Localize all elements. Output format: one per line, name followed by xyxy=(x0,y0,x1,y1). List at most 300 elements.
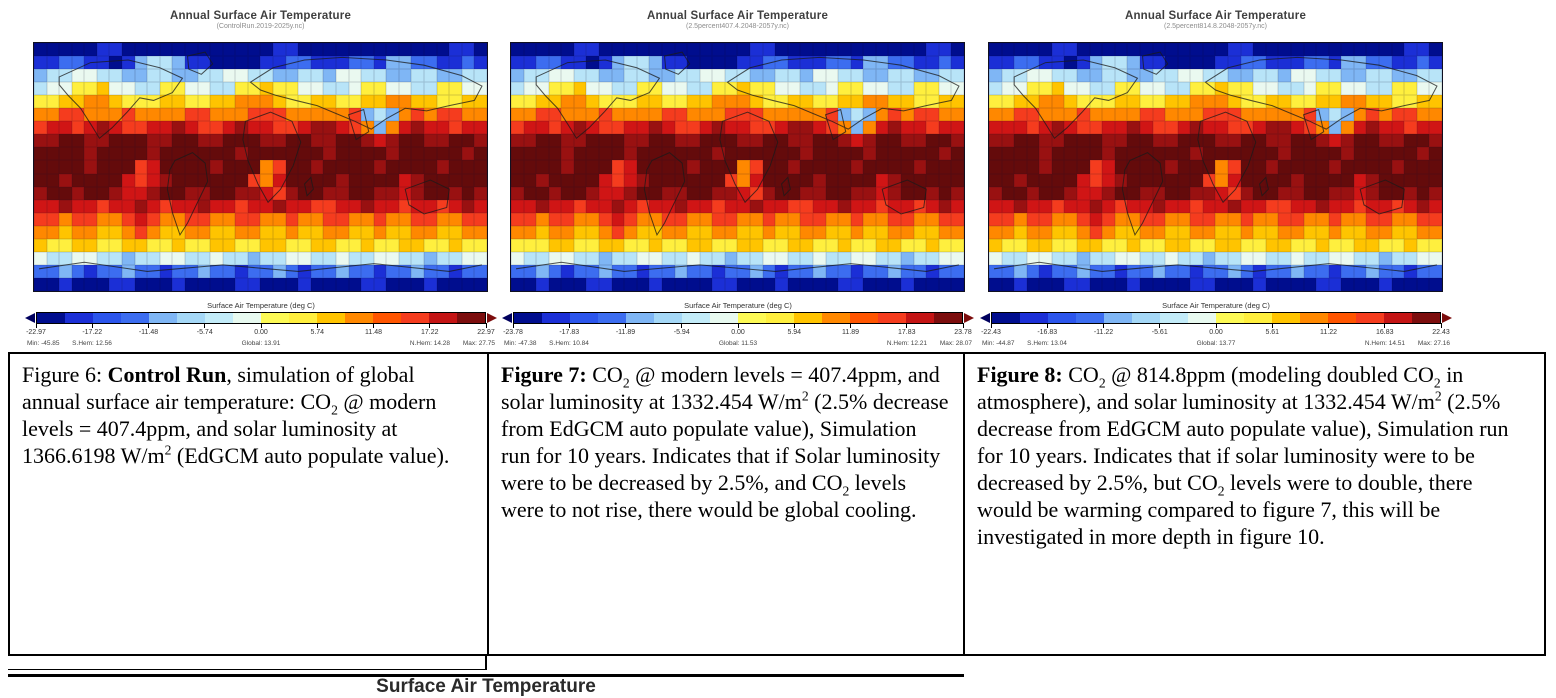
map-cell xyxy=(286,252,299,265)
map-cell xyxy=(424,200,437,213)
divider-line xyxy=(8,669,485,670)
colorbar-stat: Max: 27.75 xyxy=(462,340,495,347)
map-cell xyxy=(198,278,211,291)
map-cell xyxy=(235,226,248,239)
map-cell xyxy=(939,82,952,95)
map-cell xyxy=(1329,82,1342,95)
map-cell xyxy=(311,147,324,160)
map-cell xyxy=(524,160,537,173)
map-cell xyxy=(298,278,311,291)
map-cell xyxy=(185,174,198,187)
map-cell xyxy=(649,69,662,82)
map-cell xyxy=(248,134,261,147)
map-cell xyxy=(298,95,311,108)
map-cell xyxy=(612,160,625,173)
map-cell xyxy=(1127,252,1140,265)
map-cell xyxy=(1064,134,1077,147)
map-cell xyxy=(675,147,688,160)
map-cell xyxy=(800,278,813,291)
map-cell xyxy=(549,43,562,56)
map-cell xyxy=(1014,43,1027,56)
caption-figure-6 xyxy=(10,354,489,654)
map-cell xyxy=(914,134,927,147)
map-cell xyxy=(235,134,248,147)
map-cell xyxy=(1278,278,1291,291)
map-cell xyxy=(1190,265,1203,278)
map-cell xyxy=(399,160,412,173)
map-cell xyxy=(788,121,801,134)
map-cell xyxy=(800,95,813,108)
map-cell xyxy=(411,69,424,82)
map-cell xyxy=(1215,200,1228,213)
map-cell xyxy=(449,69,462,82)
map-cell xyxy=(624,108,637,121)
map-cell xyxy=(147,160,160,173)
map-cell xyxy=(248,213,261,226)
map-cell xyxy=(1429,134,1442,147)
map-cell xyxy=(1266,252,1279,265)
map-cell xyxy=(536,108,549,121)
map-cell xyxy=(1002,108,1015,121)
map-cell xyxy=(135,134,148,147)
map-cell xyxy=(1278,95,1291,108)
map-cell xyxy=(536,82,549,95)
map-cell xyxy=(1404,226,1417,239)
map-cell xyxy=(700,226,713,239)
map-cell xyxy=(72,134,85,147)
map-cell xyxy=(1203,95,1216,108)
map-cell xyxy=(989,278,1002,291)
map-cell xyxy=(813,252,826,265)
colorbar-segment xyxy=(878,313,906,323)
map-cell xyxy=(1379,121,1392,134)
map-cell xyxy=(838,147,851,160)
map-cell xyxy=(561,134,574,147)
map-cell xyxy=(160,187,173,200)
map-cell xyxy=(1379,43,1392,56)
map-cell xyxy=(1039,160,1052,173)
map-cell xyxy=(248,200,261,213)
map-cell xyxy=(1291,134,1304,147)
map-cell xyxy=(1417,134,1430,147)
map-cell xyxy=(97,187,110,200)
map-cell xyxy=(1215,82,1228,95)
map-cell xyxy=(813,95,826,108)
map-cell xyxy=(160,160,173,173)
map-cell xyxy=(1178,147,1191,160)
map-cell xyxy=(1153,108,1166,121)
map-cell xyxy=(1278,56,1291,69)
map-cell xyxy=(637,265,650,278)
map-cell xyxy=(914,174,927,187)
map-cell xyxy=(1329,187,1342,200)
map-cell xyxy=(97,252,110,265)
map-cell xyxy=(1014,174,1027,187)
map-cell xyxy=(700,108,713,121)
map-cell xyxy=(888,200,901,213)
map-cell xyxy=(1052,187,1065,200)
map-cell xyxy=(737,43,750,56)
map-cell xyxy=(1027,200,1040,213)
map-cell xyxy=(109,82,122,95)
map-cell xyxy=(109,239,122,252)
map-cell xyxy=(1379,200,1392,213)
figure6-title-block xyxy=(33,10,488,30)
map-cell xyxy=(549,82,562,95)
map-cell xyxy=(336,43,349,56)
colorbar-stat: Min: -45.85 xyxy=(27,340,60,347)
map-cell xyxy=(863,147,876,160)
map-cell xyxy=(122,265,135,278)
map-cell xyxy=(323,95,336,108)
map-cell xyxy=(160,82,173,95)
map-cell xyxy=(1115,82,1128,95)
map-cell xyxy=(826,187,839,200)
map-cell xyxy=(449,174,462,187)
map-cell xyxy=(1090,43,1103,56)
map-cell xyxy=(109,226,122,239)
map-cell xyxy=(411,160,424,173)
map-cell xyxy=(612,134,625,147)
map-cell xyxy=(838,213,851,226)
map-cell xyxy=(235,56,248,69)
map-cell xyxy=(1266,239,1279,252)
map-cell xyxy=(34,108,47,121)
map-cell xyxy=(198,95,211,108)
map-cell xyxy=(361,160,374,173)
map-cell xyxy=(1429,200,1442,213)
map-cell xyxy=(838,278,851,291)
map-cell xyxy=(914,147,927,160)
map-cell xyxy=(109,160,122,173)
map-cell xyxy=(989,265,1002,278)
map-cell xyxy=(109,134,122,147)
map-cell xyxy=(863,187,876,200)
map-cell xyxy=(926,82,939,95)
colorbar-segment xyxy=(1076,313,1104,323)
map-cell xyxy=(34,252,47,265)
map-cell xyxy=(511,147,524,160)
map-cell xyxy=(1316,95,1329,108)
map-cell xyxy=(1014,108,1027,121)
map-cell xyxy=(185,252,198,265)
map-cell xyxy=(273,43,286,56)
map-cell xyxy=(109,200,122,213)
map-cell xyxy=(97,147,110,160)
map-cell xyxy=(84,147,97,160)
map-cell xyxy=(826,56,839,69)
map-cell xyxy=(687,108,700,121)
map-cell xyxy=(1027,187,1040,200)
map-cell xyxy=(1115,187,1128,200)
map-cell xyxy=(374,252,387,265)
colorbar-tick-label: 0.00 xyxy=(1209,329,1223,336)
map-cell xyxy=(260,174,273,187)
map-cell xyxy=(1052,265,1065,278)
map-cell xyxy=(361,226,374,239)
colorbar-stat: Min: -44.87 xyxy=(982,340,1015,347)
map-cell xyxy=(349,43,362,56)
map-cell xyxy=(1127,56,1140,69)
map-cell xyxy=(374,108,387,121)
map-cell xyxy=(135,187,148,200)
colorbar-stat: S.Hem: 13.04 xyxy=(1027,340,1067,347)
map-cell xyxy=(700,187,713,200)
map-cell xyxy=(662,160,675,173)
map-cell xyxy=(1354,56,1367,69)
map-cell xyxy=(612,213,625,226)
map-cell xyxy=(624,265,637,278)
colorbar-segment xyxy=(401,313,429,323)
map-cell xyxy=(1052,147,1065,160)
map-cell xyxy=(210,108,223,121)
map-cell xyxy=(549,226,562,239)
map-cell xyxy=(687,82,700,95)
map-cell xyxy=(737,174,750,187)
map-cell xyxy=(361,265,374,278)
map-cell xyxy=(449,82,462,95)
map-cell xyxy=(411,200,424,213)
map-cell xyxy=(737,160,750,173)
map-cell xyxy=(1228,239,1241,252)
map-cell xyxy=(1316,213,1329,226)
map-cell xyxy=(424,43,437,56)
map-cell xyxy=(1291,200,1304,213)
map-cell xyxy=(1027,160,1040,173)
map-cell xyxy=(361,278,374,291)
map-cell xyxy=(989,82,1002,95)
map-cell xyxy=(675,82,688,95)
map-cell xyxy=(1178,213,1191,226)
map-cell xyxy=(1392,239,1405,252)
map-cell xyxy=(951,134,964,147)
map-cell xyxy=(813,239,826,252)
map-cell xyxy=(989,252,1002,265)
map-cell xyxy=(524,121,537,134)
map-cell xyxy=(462,121,475,134)
map-cell xyxy=(198,69,211,82)
map-cell xyxy=(298,213,311,226)
map-cell xyxy=(286,134,299,147)
caption-figure-7 xyxy=(489,354,965,654)
map-cell xyxy=(939,43,952,56)
map-cell xyxy=(1266,95,1279,108)
map-cell xyxy=(536,213,549,226)
map-cell xyxy=(1291,147,1304,160)
map-cell xyxy=(1354,213,1367,226)
map-cell xyxy=(59,43,72,56)
map-cell xyxy=(1392,134,1405,147)
map-cell xyxy=(122,43,135,56)
map-cell xyxy=(549,147,562,160)
map-cell xyxy=(1379,265,1392,278)
map-cell xyxy=(649,43,662,56)
map-cell xyxy=(888,121,901,134)
map-cell xyxy=(1140,134,1153,147)
map-cell xyxy=(462,134,475,147)
map-cell xyxy=(386,278,399,291)
map-cell xyxy=(1165,187,1178,200)
map-cell xyxy=(624,56,637,69)
map-cell xyxy=(424,108,437,121)
map-cell xyxy=(826,82,839,95)
map-cell xyxy=(750,56,763,69)
map-cell xyxy=(1253,95,1266,108)
map-cell xyxy=(1178,82,1191,95)
map-cell xyxy=(462,226,475,239)
map-cell xyxy=(662,134,675,147)
colorbar-tick-label: -23.78 xyxy=(503,329,523,336)
map-cell xyxy=(1039,200,1052,213)
map-cell xyxy=(286,265,299,278)
map-cell xyxy=(599,134,612,147)
map-cell xyxy=(97,121,110,134)
map-cell xyxy=(84,43,97,56)
map-cell xyxy=(210,174,223,187)
map-cell xyxy=(72,278,85,291)
map-cell xyxy=(813,108,826,121)
map-cell xyxy=(172,265,185,278)
map-cell xyxy=(612,147,625,160)
map-cell xyxy=(273,134,286,147)
map-cell xyxy=(1064,187,1077,200)
map-cell xyxy=(687,56,700,69)
map-cell xyxy=(298,121,311,134)
map-cell xyxy=(1140,213,1153,226)
map-cell xyxy=(687,200,700,213)
map-cell xyxy=(1278,121,1291,134)
map-cell xyxy=(349,200,362,213)
map-cell xyxy=(1266,108,1279,121)
map-cell xyxy=(386,239,399,252)
map-cell xyxy=(1102,160,1115,173)
map-cell xyxy=(135,265,148,278)
map-cell xyxy=(649,213,662,226)
colorbar-segment xyxy=(65,313,93,323)
map-cell xyxy=(97,95,110,108)
map-cell xyxy=(775,134,788,147)
map-cell xyxy=(813,69,826,82)
map-cell xyxy=(172,147,185,160)
map-subtitle: (ControlRun.2019-2025y.nc) xyxy=(216,23,305,30)
map-cell xyxy=(1203,200,1216,213)
map-cell xyxy=(424,239,437,252)
map-cell xyxy=(1203,174,1216,187)
colorbar-segment xyxy=(514,313,542,323)
map-cell xyxy=(172,239,185,252)
map-cell xyxy=(863,278,876,291)
map-cell xyxy=(851,108,864,121)
map-cell xyxy=(1366,43,1379,56)
map-cell xyxy=(1165,147,1178,160)
map-cell xyxy=(1077,213,1090,226)
map-cell xyxy=(1190,200,1203,213)
map-cell xyxy=(1140,95,1153,108)
map-cell xyxy=(1341,108,1354,121)
map-cell xyxy=(399,278,412,291)
map-cell xyxy=(336,265,349,278)
map-cell xyxy=(1064,82,1077,95)
map-cell xyxy=(1178,252,1191,265)
map-cell xyxy=(1178,278,1191,291)
map-cell xyxy=(649,239,662,252)
map-cell xyxy=(1153,56,1166,69)
map-cell xyxy=(172,226,185,239)
map-cell xyxy=(851,121,864,134)
map-cell xyxy=(474,69,487,82)
caption-figure-8 xyxy=(965,354,1544,654)
map-cell xyxy=(198,121,211,134)
map-cell xyxy=(1278,187,1291,200)
map-cell xyxy=(1354,134,1367,147)
map-cell xyxy=(361,147,374,160)
map-cell xyxy=(700,239,713,252)
map-cell xyxy=(826,239,839,252)
temperature-grid xyxy=(511,43,964,291)
map-title: Annual Surface Air Temperature xyxy=(1124,10,1307,22)
map-cell xyxy=(1153,213,1166,226)
map-cell xyxy=(34,82,47,95)
map-cell xyxy=(1291,239,1304,252)
map-cell xyxy=(97,134,110,147)
map-cell xyxy=(1266,174,1279,187)
map-cell xyxy=(1278,239,1291,252)
map-cell xyxy=(210,160,223,173)
map-cell xyxy=(386,121,399,134)
map-cell xyxy=(462,239,475,252)
map-cell xyxy=(97,108,110,121)
map-cell xyxy=(1064,226,1077,239)
map-cell xyxy=(1090,187,1103,200)
colorbar-right-arrow xyxy=(964,313,974,323)
map-cell xyxy=(914,82,927,95)
map-cell xyxy=(700,213,713,226)
map-cell xyxy=(1153,134,1166,147)
map-cell xyxy=(1002,239,1015,252)
map-cell xyxy=(361,56,374,69)
map-cell xyxy=(725,187,738,200)
map-cell xyxy=(1153,252,1166,265)
map-cell xyxy=(1115,239,1128,252)
map-cell xyxy=(951,187,964,200)
map-cell xyxy=(989,69,1002,82)
map-cell xyxy=(813,160,826,173)
map-cell xyxy=(1266,160,1279,173)
map-cell xyxy=(109,265,122,278)
map-cell xyxy=(624,95,637,108)
map-cell xyxy=(147,226,160,239)
colorbar-segment xyxy=(822,313,850,323)
map-cell xyxy=(160,69,173,82)
map-cell xyxy=(939,226,952,239)
map-cell xyxy=(462,108,475,121)
map-cell xyxy=(386,56,399,69)
map-cell xyxy=(599,82,612,95)
map-cell xyxy=(72,226,85,239)
map-cell xyxy=(399,147,412,160)
map-cell xyxy=(47,213,60,226)
colorbar-left-arrow xyxy=(25,313,35,323)
map-cell xyxy=(34,174,47,187)
map-cell xyxy=(172,95,185,108)
map-cell xyxy=(135,239,148,252)
colorbar-title: Surface Air Temperature (deg C) xyxy=(684,301,792,310)
map-cell xyxy=(323,69,336,82)
map-cell xyxy=(775,108,788,121)
map-cell xyxy=(1090,239,1103,252)
map-cell xyxy=(675,134,688,147)
map-cell xyxy=(737,187,750,200)
